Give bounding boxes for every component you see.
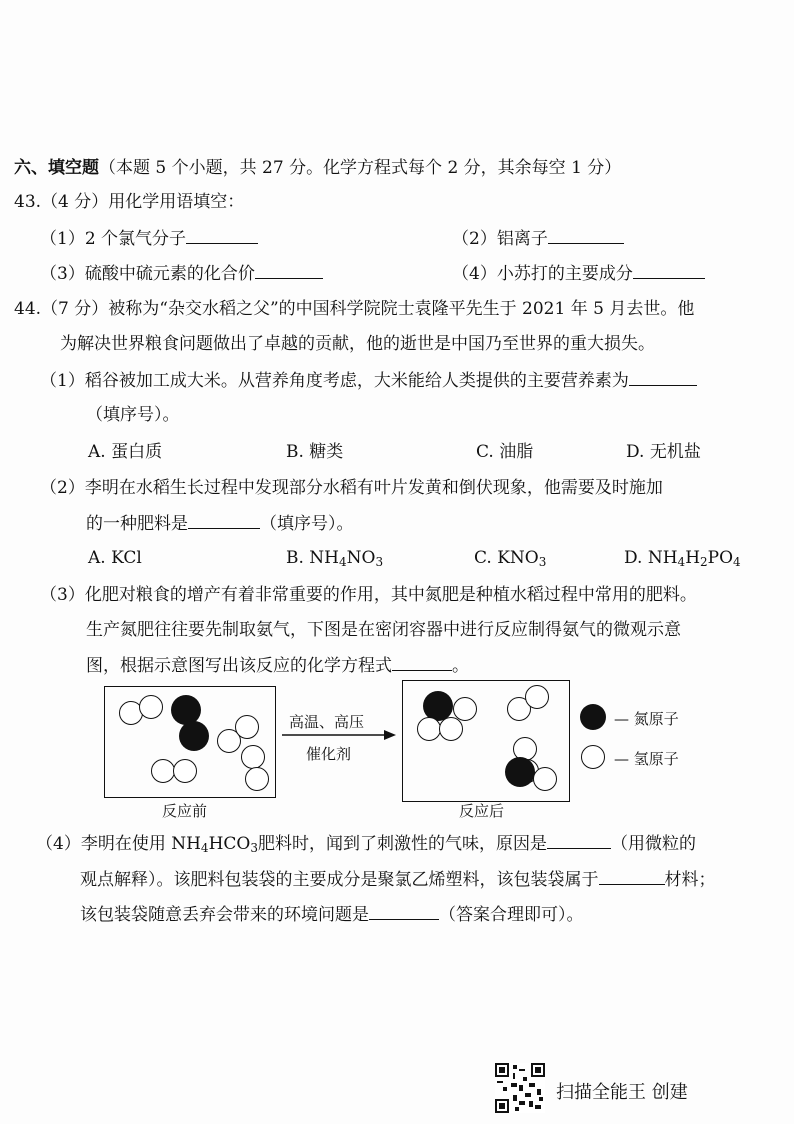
legend-hydrogen-atom [581,745,605,769]
q44-part4-blank3[interactable] [369,903,439,920]
q43-part4-blank[interactable] [633,262,705,279]
q44-part4-sub1: 4 [200,841,209,855]
q44-part4-text-a: （4）李明在使用 NH [36,834,201,854]
q44-part1-line2: （填序号）。 [86,405,180,425]
q44-part3-line3 [86,654,469,677]
q44-part2-line1: （2）李明在水稻生长过程中发现部分水稻有叶片发黄和倒伏现象，他需要及时施加 [40,478,663,498]
q44-part4-blank1[interactable] [547,832,611,849]
q43-part2-blank[interactable] [548,227,624,244]
q43-part4-text: （4）小苏打的主要成分 [452,264,633,284]
opt-d-po: PO [707,548,734,568]
q44-part1-option-a: A. 蛋白质 [88,442,163,462]
opt-d-sub1: 4 [677,555,686,569]
legend-hydrogen-label: — 氢原子 [614,750,679,768]
q44-stem-line1: 44.（7 分）被称为“杂交水稻之父”的中国科学院院士袁隆平先生于 2021 年 5 月去世。他 [14,299,695,319]
q44-part1-option-b: B. 糖类 [286,442,344,462]
q43-part4 [452,262,705,285]
q44-part2-option-b [286,547,383,573]
before-box [104,686,276,798]
q44-part2-line2 [86,512,354,535]
nitrogen-atom [179,721,209,751]
q43-part3-blank[interactable] [255,262,323,279]
q44-part4-text-f: 材料； [664,870,716,890]
legend-nitrogen-atom [580,704,606,730]
arrow-condition-top: 高温、高压 [289,713,365,731]
q44-part4-blank2[interactable] [599,868,665,885]
hydrogen-atom [245,767,269,791]
hydrogen-atom [241,745,265,769]
q44-part2-option-d [624,547,741,573]
hydrogen-atom [173,759,197,783]
q43-part2-text: （2）铝离子 [452,229,548,249]
q44-part4-text-h: （答案合理即可）。 [439,905,584,925]
arrow-condition-bottom: 催化剂 [306,745,352,763]
q44-part3-line2: 生产氮肥往往要先制取氨气，下图是在密闭容器中进行反应制得氨气的微观示意 [86,620,681,640]
opt-b-sub1: 4 [339,555,347,569]
qr-code-icon [495,1063,545,1113]
opt-c-kno: C. KNO [474,548,539,568]
q43-part3 [40,262,323,285]
opt-b-nh: B. NH [286,548,340,568]
q44-part3-period: 。 [452,656,469,676]
opt-d-sub3: 4 [733,555,741,569]
opt-d-h: H [685,548,701,568]
after-box [402,680,570,802]
q44-part2-blank[interactable] [188,512,260,529]
q44-part3-line1: （3）化肥对粮食的增产有着非常重要的作用，其中氮肥是种植水稻过程中常用的肥料。 [40,585,697,605]
q44-part1-option-c: C. 油脂 [476,442,534,462]
q44-part4-text-g: 该包装袋随意丢弃会带来的环境问题是 [80,905,369,925]
before-caption: 反应前 [162,802,208,820]
q43-part1-text: （1）2 个氯气分子 [40,229,187,249]
hydrogen-atom [439,717,463,741]
hydrogen-atom [417,717,441,741]
section-header [14,157,621,179]
q44-part4-text-c: 肥料时，闻到了刺激性的气味，原因是 [257,834,547,854]
scanner-watermark: 扫描全能王 创建 [556,1082,688,1103]
opt-d-sub2: 2 [700,555,708,569]
opt-b-sub2: 3 [375,555,384,569]
section-title: 六、填空题 [14,158,99,178]
after-caption: 反应后 [459,802,505,820]
reaction-arrow-icon [280,728,398,742]
hydrogen-atom [453,697,477,721]
q44-part2-option-a: A. KCl [88,548,142,568]
q44-part1-line1 [40,369,697,392]
q44-part4-line2 [80,868,716,891]
q44-part4-text-e: 观点解释）。该肥料包装袋的主要成分是聚氯乙烯塑料，该包装袋属于 [80,870,599,890]
opt-d-nh: D. NH [624,548,678,568]
nitrogen-atom [505,757,535,787]
q44-stem-line2: 为解决世界粮食问题做出了卓越的贡献，他的逝世是中国乃至世界的重大损失。 [60,334,655,354]
q43-part1-blank[interactable] [186,227,258,244]
q44-part3-blank[interactable] [392,654,452,671]
hydrogen-atom [139,695,163,719]
opt-b-no: NO [346,548,376,568]
hydrogen-atom [533,767,557,791]
q44-part4-line1 [36,832,696,859]
q44-part2-text: 的一种肥料是 [86,514,188,534]
q44-part4-line3 [80,903,584,926]
hydrogen-atom [525,685,549,709]
q44-part2-option-c [474,547,546,573]
q43-part1 [40,227,258,250]
q44-part4-text-d: （用微粒的 [610,834,696,854]
q43-stem: 43.（4 分）用化学用语填空： [14,192,245,212]
hydrogen-atom [151,759,175,783]
opt-c-sub: 3 [538,555,547,569]
q44-part3-text: 图，根据示意图写出该反应的化学方程式 [86,656,392,676]
section-note: （本题 5 个小题，共 27 分。化学方程式每个 2 分，其余每空 1 分） [99,158,622,178]
q43-part2 [452,227,624,250]
q44-part1-option-d: D. 无机盐 [626,442,701,462]
q44-part1-blank[interactable] [629,369,697,386]
legend-nitrogen-label: — 氮原子 [614,710,679,728]
q44-part4-sub2: 3 [250,841,258,855]
q43-part3-text: （3）硫酸中硫元素的化合价 [40,264,255,284]
hydrogen-atom [235,715,259,739]
q44-part4-text-b: HCO [208,834,251,854]
q44-part2-text-end: （填序号）。 [260,514,354,534]
q44-part1-text: （1）稻谷被加工成大米。从营养角度考虑，大米能给人类提供的主要营养素为 [40,371,629,391]
